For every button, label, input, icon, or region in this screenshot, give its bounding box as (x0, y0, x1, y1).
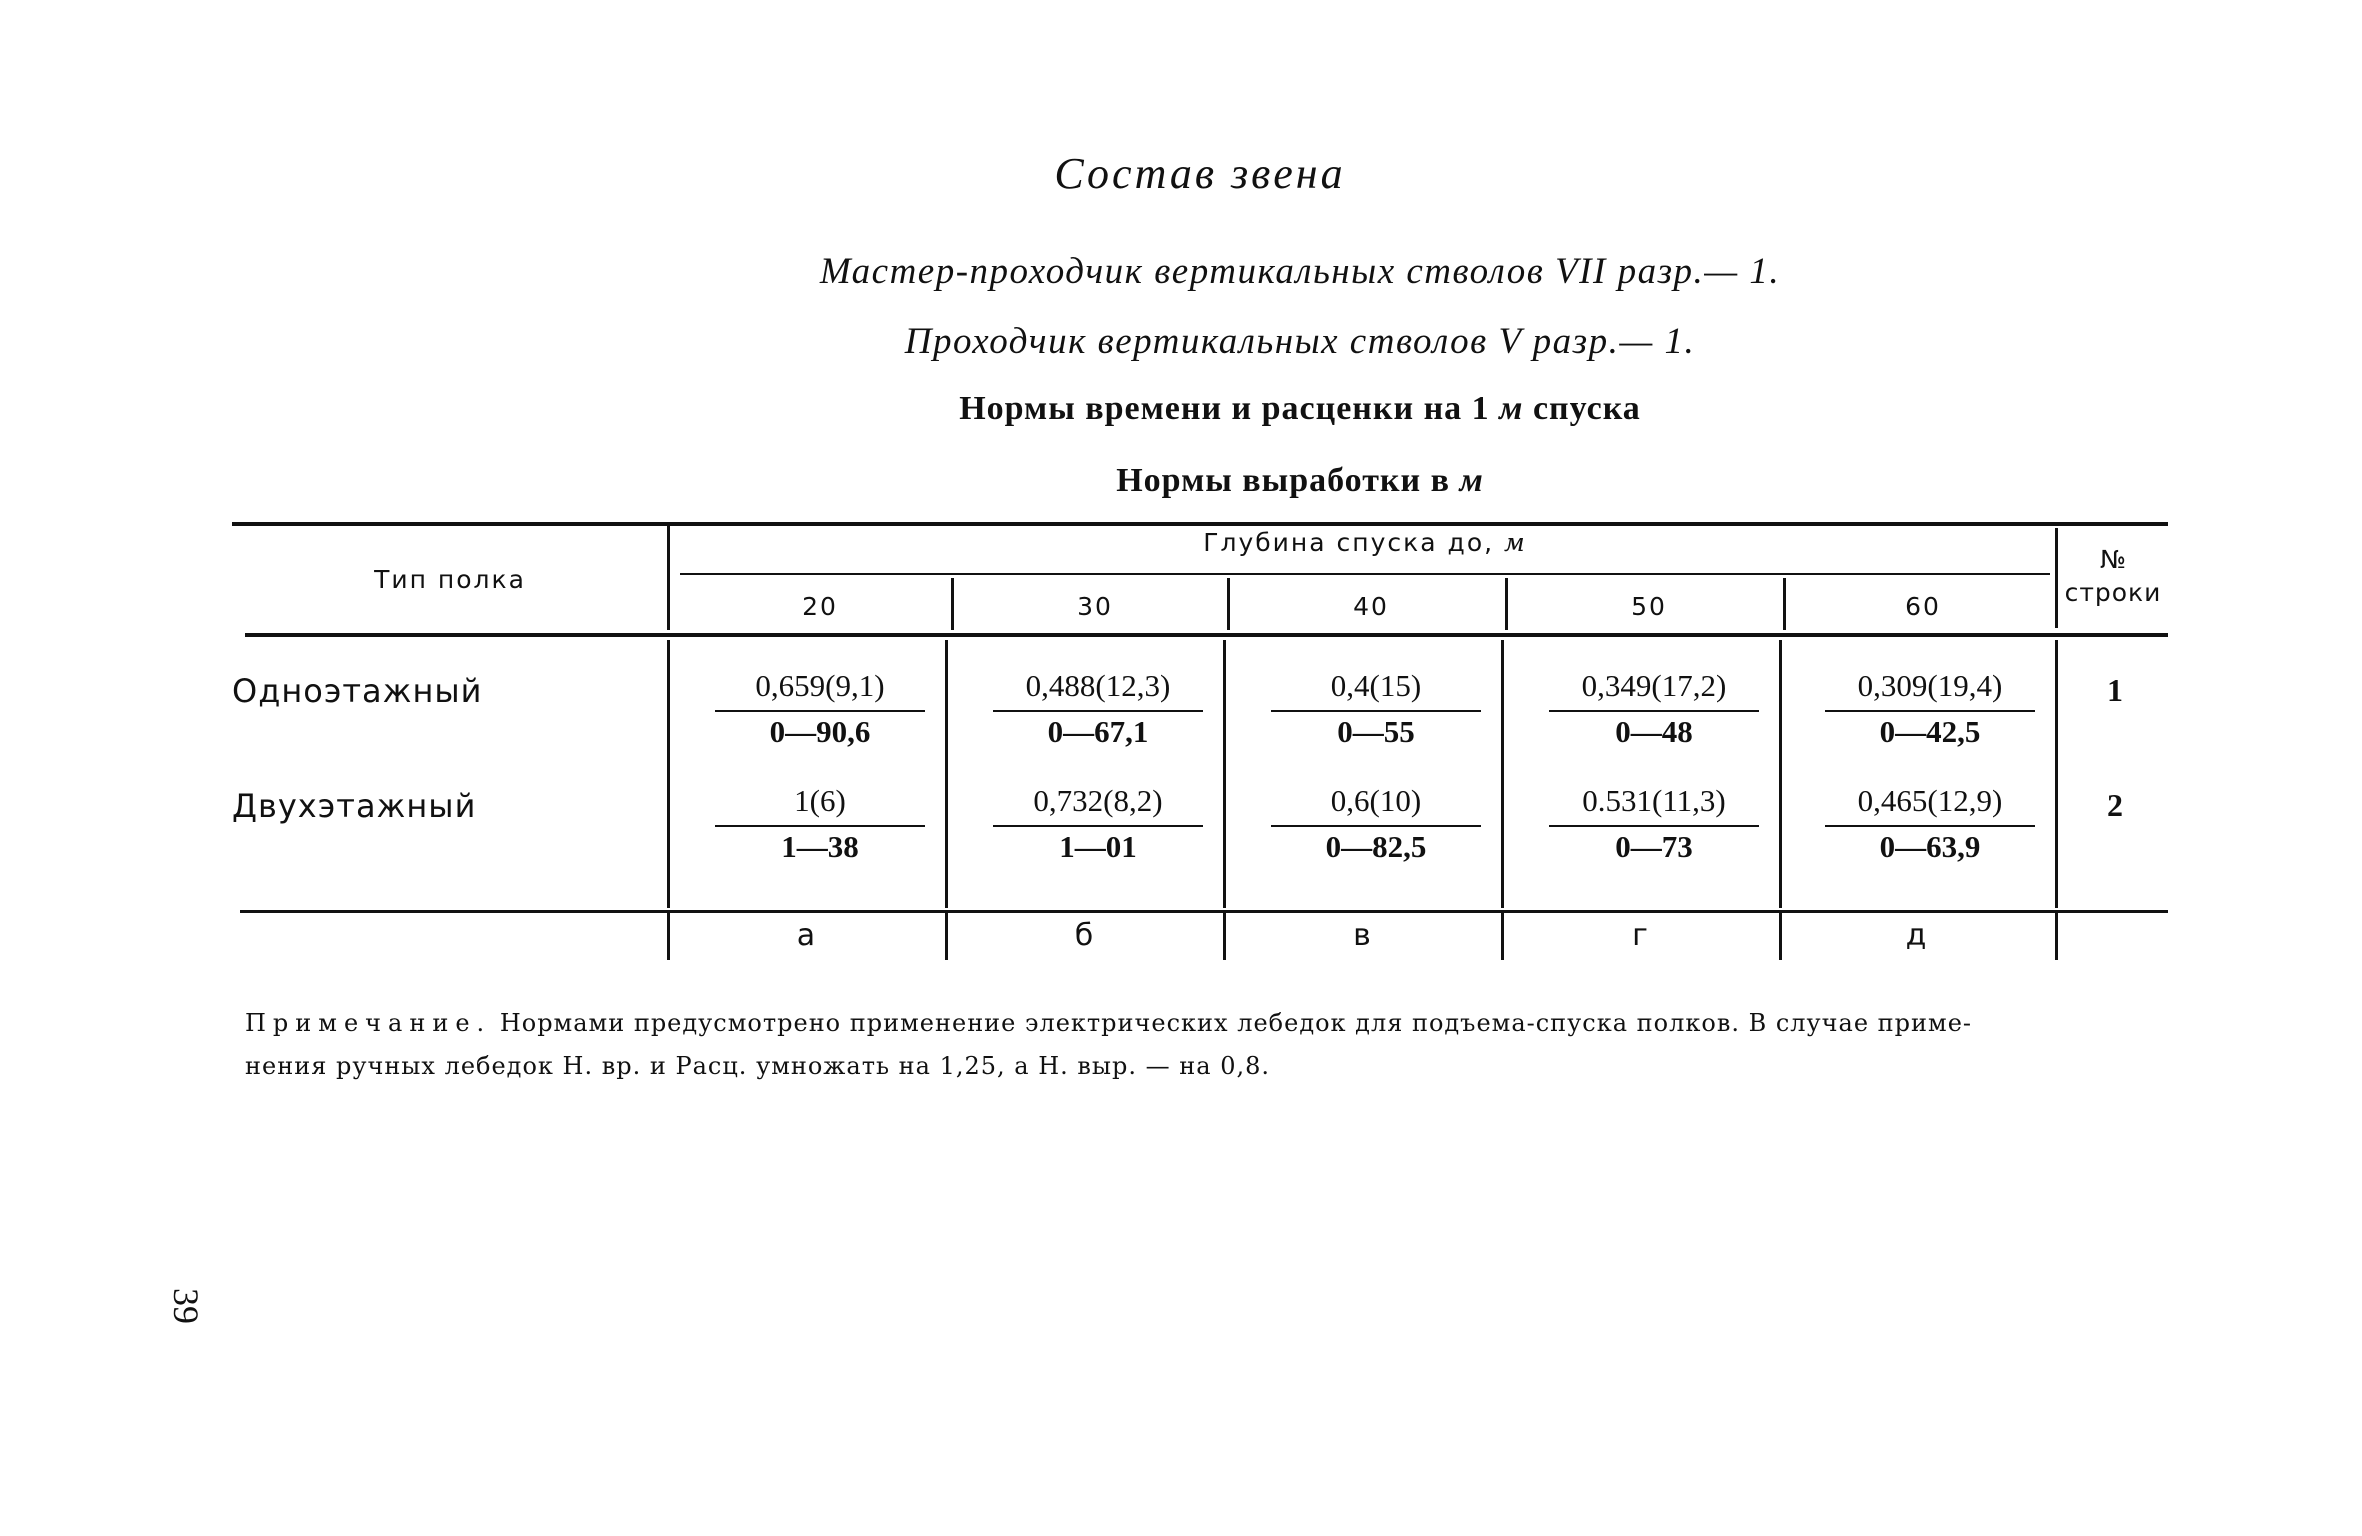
column-letter-d: д (1905, 918, 1927, 953)
cell-price: 0—55 (1337, 714, 1415, 749)
row-label-single-deck: Одноэтажный (232, 672, 483, 710)
header-vline-4 (1783, 578, 1786, 630)
footer-vline-4 (1779, 912, 1782, 960)
column-header-rowno-symbol: № (2099, 545, 2126, 574)
column-letter-b: б (1074, 918, 1094, 953)
subtitle-output-norms-text: Нормы выработки в (1116, 462, 1450, 499)
body-vline-4 (1779, 640, 1782, 908)
column-letter-v: в (1353, 918, 1371, 953)
header-vline-type (667, 522, 670, 630)
body-bottom-rule (240, 910, 2168, 913)
column-header-depth (680, 528, 2050, 557)
subtitle-time-norms (600, 390, 2000, 428)
depth-20: 20 (802, 592, 838, 621)
column-header-type: Тип полка (374, 565, 526, 594)
subtitle-output-norms (600, 462, 2000, 500)
row-number-2: 2 (2107, 787, 2123, 823)
cell-single-40 (1256, 668, 1496, 758)
cell-time-rate: 0,6(10) (1330, 783, 1422, 818)
cell-double-40 (1256, 783, 1496, 873)
cell-double-60 (1810, 783, 2050, 873)
row-label-double-deck: Двухэтажный (232, 787, 477, 825)
table-top-rule (232, 522, 2168, 526)
row-number-1: 1 (2107, 672, 2123, 708)
column-letter-g: г (1632, 918, 1648, 953)
header-vline-1 (951, 578, 954, 630)
footnote-text-1: Нормами предусмотрено применение электрических лебедок для подъема-спуска полков. В случае приме- (499, 1009, 1973, 1037)
cell-time-rate: 0,732(8,2) (1033, 783, 1163, 818)
footer-vline-type (667, 912, 670, 960)
fraction-bar (715, 825, 925, 827)
cell-price: 1—38 (781, 829, 859, 864)
footnote-line-2: нения ручных лебедок Н. вр. и Расц. умножать на 1,25, а Н. выр. — на 0,8. (245, 1052, 1271, 1080)
cell-single-30 (978, 668, 1218, 758)
subtitle-time-norms-unit: м (1499, 390, 1524, 427)
subtitle-time-norms-suffix: спуска (1532, 390, 1641, 427)
footer-vline-3 (1501, 912, 1504, 960)
cell-double-50 (1534, 783, 1774, 873)
cell-price: 1—01 (1059, 829, 1137, 864)
cell-time-rate: 0,349(17,2) (1581, 668, 1727, 703)
crew-line-worker: Проходчик вертикальных стволов V разр.— 1. (904, 321, 1696, 362)
footer-vline-1 (945, 912, 948, 960)
footnote-label: Примечание. (245, 1009, 492, 1037)
subtitle-output-norms-unit: м (1459, 462, 1484, 499)
subtitle-time-norms-text: Нормы времени и расценки на 1 (959, 390, 1490, 427)
body-vline-type (667, 640, 670, 908)
header-bottom-rule (245, 633, 2168, 637)
fraction-bar (715, 710, 925, 712)
depth-header-text: Глубина спуска до, (1203, 528, 1495, 557)
cell-time-rate: 0,465(12,9) (1857, 783, 2003, 818)
header-vline-3 (1505, 578, 1508, 630)
cell-price: 0—82,5 (1325, 829, 1427, 864)
section-title: Состав звена (1054, 149, 1346, 198)
column-letter-a: а (796, 918, 816, 953)
depth-header-rule (680, 573, 2050, 575)
cell-double-30 (978, 783, 1218, 873)
depth-50: 50 (1631, 592, 1667, 621)
cell-double-20 (700, 783, 940, 873)
depth-60: 60 (1905, 592, 1941, 621)
body-vline-3 (1501, 640, 1504, 908)
fraction-bar (1825, 825, 2035, 827)
depth-header-unit: м (1504, 528, 1527, 557)
fraction-bar (993, 710, 1203, 712)
cell-single-20 (700, 668, 940, 758)
cell-single-50 (1534, 668, 1774, 758)
cell-price: 0—63,9 (1879, 829, 1981, 864)
cell-price: 0—42,5 (1879, 714, 1981, 749)
cell-price: 0—73 (1615, 829, 1693, 864)
cell-time-rate: 1(6) (794, 783, 846, 818)
crew-line-master: Мастер-проходчик вертикальных стволов VII разр.— 1. (819, 251, 1781, 292)
cell-time-rate: 0,659(9,1) (755, 668, 885, 703)
body-vline-2 (1223, 640, 1226, 908)
footnote (245, 1002, 2180, 1088)
fraction-bar (1549, 710, 1759, 712)
cell-single-60 (1810, 668, 2050, 758)
footer-vline-rowno (2055, 912, 2058, 960)
fraction-bar (1549, 825, 1759, 827)
footer-vline-2 (1223, 912, 1226, 960)
depth-40: 40 (1353, 592, 1389, 621)
depth-30: 30 (1077, 592, 1113, 621)
body-vline-rowno (2055, 640, 2058, 908)
cell-price: 0—67,1 (1047, 714, 1149, 749)
column-header-rowno-text: строки (2064, 578, 2162, 607)
fraction-bar (993, 825, 1203, 827)
fraction-bar (1825, 710, 2035, 712)
page-number: 39 (166, 1288, 206, 1324)
cell-time-rate: 0,488(12,3) (1025, 668, 1171, 703)
cell-price: 0—90,6 (769, 714, 871, 749)
fraction-bar (1271, 825, 1481, 827)
fraction-bar (1271, 710, 1481, 712)
body-vline-1 (945, 640, 948, 908)
cell-time-rate: 0,309(19,4) (1857, 668, 2003, 703)
cell-price: 0—48 (1615, 714, 1693, 749)
header-vline-2 (1227, 578, 1230, 630)
cell-time-rate: 0,4(15) (1330, 668, 1422, 703)
cell-time-rate: 0.531(11,3) (1582, 783, 1726, 818)
footnote-line-1 (245, 1002, 2180, 1045)
